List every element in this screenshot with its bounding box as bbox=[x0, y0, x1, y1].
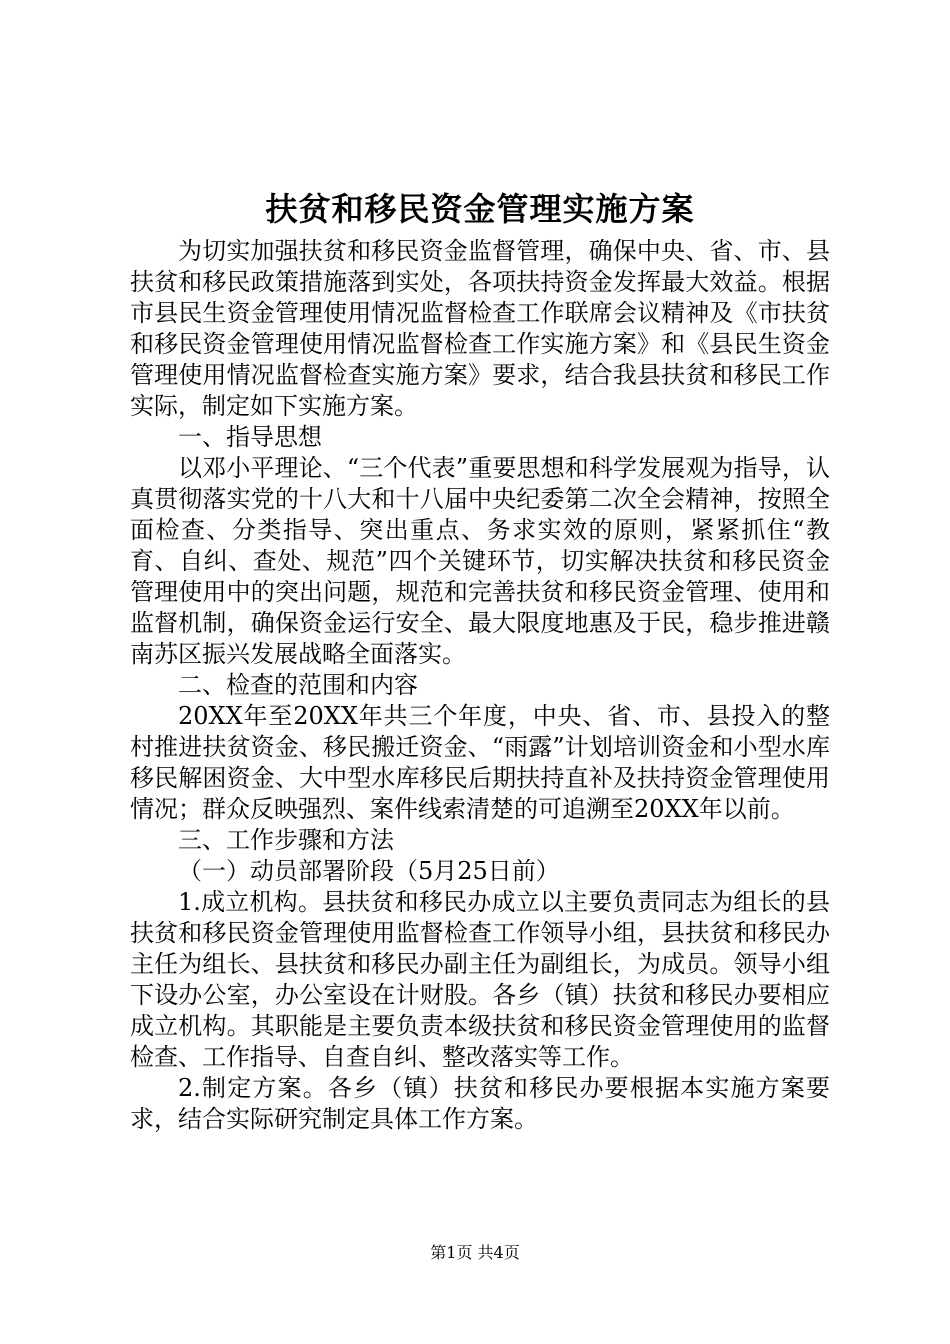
scope-paragraph: 20XX年至20XX年共三个年度，中央、省、市、县投入的整村推进扶贫资金、移民搬迁资金、“雨露”计划培训资金和小型水库移民解困资金、大中型水库移民后期扶持直补及扶持资金管理使用情况；群众反映强烈、案件线索清楚的可追溯至20XX年以前。 bbox=[130, 702, 830, 823]
subsection-heading-mobilization: （一）动员部署阶段（5月25日前） bbox=[178, 857, 560, 885]
section-heading-steps: 三、工作步骤和方法 bbox=[178, 826, 394, 854]
step-establish-organization-paragraph: 1.成立机构。县扶贫和移民办成立以主要负责同志为组长的县扶贫和移民资金管理使用监督检查工作领导小组，县扶贫和移民办主任为组长、县扶贫和移民办副主任为副组长，为成员。领导小组下设办公室，办公室设在计财股。各乡（镇）扶贫和移民办要相应成立机构。其职能是主要负责本级扶贫和移民资金管理使用的监督检查、工作指导、自查自纠、整改落实等工作。 bbox=[130, 888, 830, 1071]
section-heading-guiding-thought: 一、指导思想 bbox=[178, 423, 322, 451]
intro-paragraph: 为切实加强扶贫和移民资金监督管理，确保中央、省、市、县扶贫和移民政策措施落到实处，各项扶持资金发挥最大效益。根据市县民生资金管理使用情况监督检查工作联席会议精神及《市扶贫和移民资金管理使用情况监督检查工作实施方案》和《县民生资金管理使用情况监督检查实施方案》要求，结合我县扶贫和移民工作实际，制定如下实施方案。 bbox=[130, 237, 830, 420]
section-heading-scope: 二、检查的范围和内容 bbox=[178, 671, 418, 699]
guiding-thought-paragraph: 以邓小平理论、“三个代表”重要思想和科学发展观为指导，认真贯彻落实党的十八大和十八届中央纪委第二次全会精神，按照全面检查、分类指导、突出重点、务求实效的原则，紧紧抓住“教育、自纠、查处、规范”四个关键环节，切实解决扶贫和移民资金管理使用中的突出问题，规范和完善扶贫和移民资金管理、使用和监督机制，确保资金运行安全、最大限度地惠及于民，稳步推进赣南苏区振兴发展战略全面落实。 bbox=[130, 454, 830, 668]
document-page bbox=[130, 186, 830, 1135]
document-title: 扶贫和移民资金管理实施方案 bbox=[265, 190, 695, 228]
page-footer: 第1页 共4页 bbox=[430, 1243, 520, 1262]
step-formulate-plan-paragraph: 2.制定方案。各乡（镇）扶贫和移民办要根据本实施方案要求，结合实际研究制定具体工作方案。 bbox=[130, 1074, 830, 1133]
